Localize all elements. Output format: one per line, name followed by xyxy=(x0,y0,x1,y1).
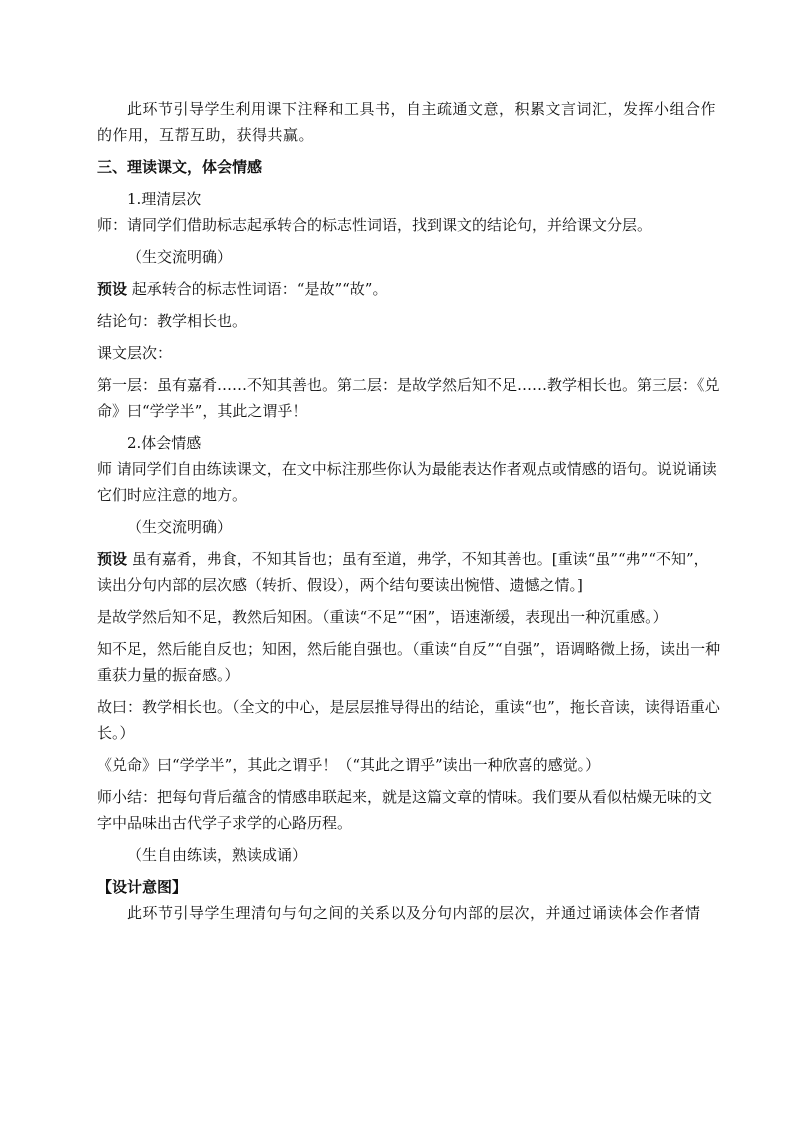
subsection-title-1: 1.理清层次 xyxy=(127,190,202,208)
design-intent-text: 此环节引导学生理清句与句之间的关系以及分句内部的层次，并通过诵读体会作者情 xyxy=(127,904,701,922)
preset-label: 预设 xyxy=(97,280,128,298)
conclusion-sentence: 结论句：教学相长也。 xyxy=(97,312,248,330)
student-end-note: （生自由练读，熟读成诵） xyxy=(127,846,308,864)
reading-note-1: 是故学然后知不足，教然后知困。（重读“不足”“困”，语速渐缓，表现出一种沉重感。） xyxy=(97,608,668,626)
teacher-summary: 师小结：把每句背后蕴含的情感串联起来，就是这篇文章的情味。我们要从看似枯燥无味的文字中品味出古代学子求学的心路历程。 xyxy=(97,788,713,832)
reading-note-3: 故曰：教学相长也。（全文的中心，是层层推导得出的结论，重读“也”，拖长音读，读得语重心长。） xyxy=(97,698,720,742)
layers-label: 课文层次： xyxy=(97,344,173,362)
layers-text: 第一层：虽有嘉肴……不知其善也。第二层：是故学然后知不足……教学相长也。第三层：《兑命》曰“学学半”，其此之谓乎！ xyxy=(97,376,720,420)
preset-text: 虽有嘉肴，弗食，不知其旨也；虽有至道，弗学，不知其善也。[重读“虽”“弗”“不知”，读出分句内部的层次感（转折、假设），两个结句要读出惋惜、遗憾之情。] xyxy=(97,550,709,594)
reading-note-2: 知不足，然后能自反也；知困，然后能自强也。（重读“自反”“自强”，语调略微上扬，读出一种重获力量的振奋感。） xyxy=(97,640,721,684)
student-note-2: （生交流明确） xyxy=(127,518,233,536)
document-body xyxy=(97,96,721,926)
subsection-title-2: 2.体会情感 xyxy=(127,434,202,452)
teacher-prompt-1: 师：请同学们借助标志起承转合的标志性词语，找到课文的结论句，并给课文分层。 xyxy=(97,216,653,234)
reading-note-4: 《兑命》曰“学学半”，其此之谓乎！（“其此之谓乎”读出一种欣喜的感觉。） xyxy=(97,756,601,774)
preset-text: 起承转合的标志性词语：“是故”“故”。 xyxy=(127,280,388,298)
teacher-prompt-2: 师 请同学们自由练读课文，在文中标注那些你认为最能表达作者观点或情感的语句。说说诵读它们时应注意的地方。 xyxy=(97,460,717,504)
preset-label: 预设 xyxy=(97,550,128,568)
preset-paragraph-2 xyxy=(97,546,721,598)
intro-paragraph: 此环节引导学生利用课下注释和工具书，自主疏通文意，积累文言词汇，发挥小组合作的作用，互帮互助，获得共赢。 xyxy=(97,100,717,144)
preset-paragraph-1 xyxy=(97,276,721,302)
section-heading-3: 三、理读课文，体会情感 xyxy=(97,158,263,176)
student-note-1: （生交流明确） xyxy=(127,248,233,266)
design-intent-title: 【设计意图】 xyxy=(97,878,188,896)
